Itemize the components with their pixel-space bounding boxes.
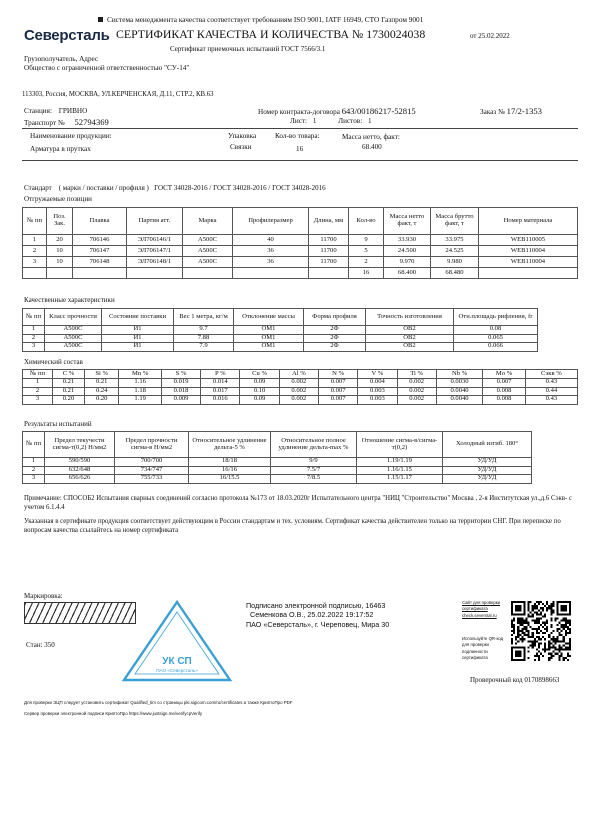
table-cell: 9 — [349, 235, 384, 246]
table-cell: 0.10 — [240, 387, 279, 396]
total-cell: 16 — [349, 268, 384, 279]
col-header: Nb % — [436, 370, 483, 379]
iso-statement: Система менеджмента качества соответствует требованиям ISO 9001, IATF 16949, СТО Газпром 9001 — [107, 15, 424, 24]
bottom-line-2: Сервер проверки электронной подписи КриптоПро https://www.justsign.me/verifycpVerify — [24, 711, 203, 716]
table-cell: 0.0030 — [436, 379, 483, 388]
table-cell: 0.002 — [397, 379, 436, 388]
certificate-date: от 25.02.2022 — [470, 32, 510, 40]
certificate-number: 1730024038 — [366, 27, 426, 41]
table-cell: 11700 — [309, 257, 349, 268]
table-cell: 0.21 — [53, 379, 85, 388]
marking-label: Маркировка: — [24, 592, 63, 600]
table-cell: 0.007 — [318, 387, 357, 396]
table-cell: 3 — [23, 396, 53, 405]
compliance-note: Указанная в сертификате продукция соответствует действующим в России стандартам и тех. условиям. Сертификат качества действителен только на территории СНГ. При переписке по вопросам качества ссылайтесь на номер сертификата — [24, 518, 561, 535]
table-cell: 7/8.5 — [271, 475, 357, 484]
col-header: Точность изготовления — [366, 309, 454, 326]
table-row — [23, 379, 578, 388]
transport: Транспорт № 52794369 — [24, 117, 109, 127]
table-cell: 0.21 — [85, 379, 119, 388]
col-header: Форма профиля — [304, 309, 366, 326]
col-header: Ti % — [397, 370, 436, 379]
table-cell: А500С — [183, 235, 233, 246]
signature-block — [246, 601, 389, 629]
table-cell: УД/УД — [443, 475, 532, 484]
table-cell: 0.014 — [201, 379, 240, 388]
table-cell: 0.004 — [358, 379, 397, 388]
table-cell: 2Ф — [304, 343, 366, 352]
table-cell: 2 — [23, 246, 47, 257]
consignee-name: Общество с ограниченной ответственностью "СУ-14" — [24, 64, 190, 72]
col-header: Масса нетто факт, т — [384, 208, 431, 235]
table-cell: 7.9 — [174, 343, 234, 352]
col-header: Масса брутто факт, т — [431, 208, 479, 235]
quality-table — [22, 308, 578, 352]
table-row — [23, 387, 578, 396]
table-cell: 0.09 — [240, 396, 279, 405]
table-cell: 0.002 — [397, 396, 436, 405]
col-header: Кол-во — [349, 208, 384, 235]
col-header: Поз. Зак. — [47, 208, 73, 235]
table-cell: 7.88 — [174, 334, 234, 343]
table-cell: 0.0040 — [436, 387, 483, 396]
positions-table — [22, 207, 578, 279]
qr-hint: Используйте QR-код для проверки подлинности сертификата — [462, 636, 504, 661]
table-cell: 0.007 — [483, 379, 526, 388]
table-cell: 1.19/1.19 — [357, 458, 443, 467]
table-row — [23, 466, 532, 475]
col-header: № пп — [23, 432, 45, 458]
table-cell: 0.019 — [161, 379, 200, 388]
table-cell: А500С — [183, 246, 233, 257]
sheet-info: Лист: 1 Листов: 1 — [290, 117, 372, 125]
table-cell: 632/648 — [45, 466, 115, 475]
mass-value: 68.400 — [362, 143, 382, 151]
table-cell: 706148 — [73, 257, 127, 268]
product-name-label: Наименование продукции: — [30, 132, 112, 140]
table-cell: ОВ2 — [366, 334, 454, 343]
table-cell: 5 — [349, 246, 384, 257]
col-header: Профилеразмер — [233, 208, 309, 235]
table-cell: 36 — [233, 246, 309, 257]
col-header: Относительное полное удлинение дельта-max % — [271, 432, 357, 458]
table-cell: 1.15/1.17 — [357, 475, 443, 484]
table-row — [23, 458, 532, 467]
table-cell: ОВ2 — [366, 326, 454, 335]
table-cell: 24.525 — [431, 246, 479, 257]
contract: Номер контракта-договора 643/00186217-52815 — [258, 106, 416, 116]
table-cell: 0.007 — [318, 396, 357, 405]
consignee-label: Грузополучатель, Адрес — [24, 55, 99, 63]
table-cell: 2Ф — [304, 334, 366, 343]
quality-stamp — [118, 598, 236, 684]
mill: Стан: 350 — [26, 641, 55, 649]
table-cell: 1.18 — [119, 387, 162, 396]
verify-site-link[interactable]: Сайт для проверки сертификата check.severstal.ru — [462, 600, 501, 618]
table-cell: 0.009 — [161, 396, 200, 405]
pack-label: Упаковка — [228, 132, 257, 140]
table-cell: 3 — [23, 343, 45, 352]
table-cell: 3 — [23, 257, 47, 268]
table-cell: 0.003 — [358, 387, 397, 396]
table-cell: ЭЛ706148/1 — [127, 257, 183, 268]
col-header: Партия атт. — [127, 208, 183, 235]
table-cell: А500С — [183, 257, 233, 268]
table-cell: 0.002 — [279, 379, 318, 388]
signed-line: Семенкова О.В., 25.02.2022 19:17:52 — [250, 610, 374, 620]
col-header: Cu % — [240, 370, 279, 379]
table-cell: 1.16 — [119, 379, 162, 388]
table-cell: А500С — [45, 343, 102, 352]
table-cell: ЭЛ706146/1 — [127, 235, 183, 246]
iso-line — [98, 15, 423, 24]
table-cell: 1 — [23, 379, 53, 388]
chemistry-title: Химический состав — [24, 358, 83, 366]
table-row — [23, 334, 578, 343]
table-cell: WEB110004 — [479, 246, 578, 257]
table-cell: 0.24 — [85, 387, 119, 396]
table-cell: WEB110004 — [479, 257, 578, 268]
quality-title: Качественные характеристики — [24, 296, 115, 304]
table-row — [23, 396, 578, 405]
table-cell: 1 — [23, 458, 45, 467]
col-header: Состояние поставки — [102, 309, 174, 326]
certificate-subtitle: Сертификат приемочных испытаний ГОСТ 7566/3.1 — [170, 45, 326, 53]
table-cell: 0.002 — [397, 387, 436, 396]
table-cell: WEB110005 — [479, 235, 578, 246]
table-cell: 1 — [23, 326, 45, 335]
col-header: Mn % — [119, 370, 162, 379]
col-header: S % — [161, 370, 200, 379]
table-row — [23, 235, 578, 246]
table-cell: 0.002 — [279, 387, 318, 396]
qr-code[interactable] — [511, 601, 571, 661]
table-cell: 0.066 — [454, 343, 538, 352]
table-cell: 0.007 — [318, 379, 357, 388]
total-cell: 68.480 — [431, 268, 479, 279]
table-cell: УД/УД — [443, 466, 532, 475]
table-cell: 2 — [349, 257, 384, 268]
col-header: Длина, мм — [309, 208, 349, 235]
table-cell: ОВ2 — [366, 343, 454, 352]
table-cell: 0.008 — [483, 387, 526, 396]
table-cell: 0.017 — [201, 387, 240, 396]
table-cell: 16/15.5 — [189, 475, 271, 484]
table-cell: 0.20 — [85, 396, 119, 405]
table-cell: 2Ф — [304, 326, 366, 335]
table-cell: 11700 — [309, 235, 349, 246]
col-header: Относительное удлинение дельта-5 % — [189, 432, 271, 458]
col-header: Al % — [279, 370, 318, 379]
col-header: Cэкв % — [525, 370, 577, 379]
table-cell: И1 — [102, 343, 174, 352]
table-cell: А500С — [45, 326, 102, 335]
table-cell: 0.09 — [240, 379, 279, 388]
col-header: Отношение сигма-в/сигма-т(0,2) — [357, 432, 443, 458]
table-cell: 33.930 — [384, 235, 431, 246]
table-cell: 0.44 — [525, 387, 577, 396]
table-cell: 2 — [23, 334, 45, 343]
table-cell: 1 — [23, 235, 47, 246]
col-header: V % — [358, 370, 397, 379]
col-header: N % — [318, 370, 357, 379]
table-row — [23, 475, 532, 484]
table-row — [23, 246, 578, 257]
table-cell: 10 — [47, 246, 73, 257]
table-cell: 755/733 — [115, 475, 189, 484]
mass-label: Масса нетто, факт: — [342, 133, 400, 141]
stamp-sub: ПАО «Северсталь» — [156, 668, 198, 673]
title-text: СЕРТИФИКАТ КАЧЕСТВА И КОЛИЧЕСТВА № — [116, 27, 364, 41]
table-row — [23, 257, 578, 268]
product-name: Арматура в прутках — [30, 145, 91, 153]
col-header: Предел прочности сигма-в Н/мм2 — [115, 432, 189, 458]
table-cell: УД/УД — [443, 458, 532, 467]
brand-logo: Северсталь — [24, 27, 110, 44]
col-header: Mo % — [483, 370, 526, 379]
table-cell: 9/9 — [271, 458, 357, 467]
table-cell: 7.5/7 — [271, 466, 357, 475]
table-cell: 36 — [233, 257, 309, 268]
table-cell: 9.970 — [384, 257, 431, 268]
col-header: № пп — [23, 208, 47, 235]
table-cell: 18/18 — [189, 458, 271, 467]
col-header: № пп — [23, 370, 53, 379]
table-cell: 33.975 — [431, 235, 479, 246]
table-cell: 11700 — [309, 246, 349, 257]
table-cell: 0.065 — [454, 334, 538, 343]
table-cell: 700/700 — [115, 458, 189, 467]
table-cell: 0.43 — [525, 379, 577, 388]
table-cell: И1 — [102, 326, 174, 335]
table-cell: 3 — [23, 475, 45, 484]
table-cell: И1 — [102, 334, 174, 343]
table-cell: 0.002 — [279, 396, 318, 405]
table-cell: 24.500 — [384, 246, 431, 257]
table-cell: 1.19 — [119, 396, 162, 405]
total-cell: 68.400 — [384, 268, 431, 279]
station: Станция: ГРИВНО — [24, 107, 88, 115]
consignee-address: 113303, Россия, МОСКВА, УЛ.КЕРЧЕНСКАЯ, Д.11, СТР.2, КВ.63 — [22, 91, 214, 98]
table-cell: 0.016 — [201, 396, 240, 405]
table-cell: А500С — [45, 334, 102, 343]
table-cell: 0.21 — [53, 387, 85, 396]
table-cell: 1.16/1.15 — [357, 466, 443, 475]
tests-table — [22, 431, 532, 484]
table-cell: 0.008 — [483, 396, 526, 405]
table-cell: 706146 — [73, 235, 127, 246]
col-header: Холодный изгиб. 180° — [443, 432, 532, 458]
table-cell: 2 — [23, 466, 45, 475]
certificate-title — [116, 27, 425, 42]
col-header: C % — [53, 370, 85, 379]
table-cell: ОМ1 — [234, 334, 304, 343]
table-cell: 0.20 — [53, 396, 85, 405]
verify-code: Проверочный код 0170898663 — [470, 676, 560, 684]
col-header: Марка — [183, 208, 233, 235]
col-header: Класс прочности — [45, 309, 102, 326]
col-header: № пп — [23, 309, 45, 326]
col-header: Предел текучести сигма-т(0,2) Н/мм2 — [45, 432, 115, 458]
table-cell: 734/747 — [115, 466, 189, 475]
col-header: P % — [201, 370, 240, 379]
tests-title: Результаты испытаний — [24, 420, 92, 428]
table-cell: 0.08 — [454, 326, 538, 335]
table-cell: 2 — [23, 387, 53, 396]
signed-line: ПАО «Северсталь», г. Череповец, Мира 30 — [246, 619, 390, 629]
col-header: Si % — [85, 370, 119, 379]
order: Заказ № 17/2-1353 — [480, 106, 542, 116]
table-cell: 0.003 — [358, 396, 397, 405]
signed-line: Подписано электронной подписью, 16463 — [246, 601, 386, 610]
chemistry-table — [22, 369, 578, 405]
table-cell: ОМ1 — [234, 343, 304, 352]
bottom-line-1: Для проверки ЭЦП следует установить сертификат Qualified_tim со страницы pki.sigicom.com/ru/certificates а также КриптоПро PDF — [24, 700, 293, 705]
qty-value: 16 — [296, 145, 304, 153]
table-cell: 656/626 — [45, 475, 115, 484]
standard-line: Стандарт ( марки / поставки / профиля ) ГОСТ 34028-2016 / ГОСТ 34028-2016 / ГОСТ 34028-2016 — [24, 184, 326, 192]
table-cell: 10 — [47, 257, 73, 268]
col-header: Вес 1 метра, кг/м — [174, 309, 234, 326]
table-cell: 590/590 — [45, 458, 115, 467]
stamp-label: УК СП — [162, 656, 192, 667]
pack-value: Связки — [230, 143, 252, 151]
positions-title: Отгружаемые позиции — [24, 195, 92, 203]
table-cell: ЭЛ706147/1 — [127, 246, 183, 257]
qty-label: Кол-во товара: — [275, 132, 320, 140]
col-header: Плавка — [73, 208, 127, 235]
table-cell: 20 — [47, 235, 73, 246]
table-row — [23, 326, 578, 335]
table-cell: 0.43 — [525, 396, 577, 405]
table-cell: 9.980 — [431, 257, 479, 268]
table-cell: 16/16 — [189, 466, 271, 475]
table-cell: 9.7 — [174, 326, 234, 335]
table-row — [23, 343, 578, 352]
col-header: Отклонение массы — [234, 309, 304, 326]
iso-square-icon — [98, 17, 103, 22]
remark-note: Примечание: СПОСОБ2 Испытания сварных соединений согласно протокола №173 от 18.03.2020г Испытательного центра "НИЦ "Строительство" Москва , 2-я Институтская ул.,д.6 Сэкв- с учетом 6.1.4.4 — [24, 495, 573, 512]
col-header: Номер материала — [479, 208, 578, 235]
table-cell: ОМ1 — [234, 326, 304, 335]
totals-row — [23, 268, 578, 279]
table-cell: 706147 — [73, 246, 127, 257]
table-cell: 40 — [233, 235, 309, 246]
table-cell: 0.018 — [161, 387, 200, 396]
col-header: Отн.площадь рифления, fr — [454, 309, 538, 326]
table-cell: 0.0040 — [436, 396, 483, 405]
